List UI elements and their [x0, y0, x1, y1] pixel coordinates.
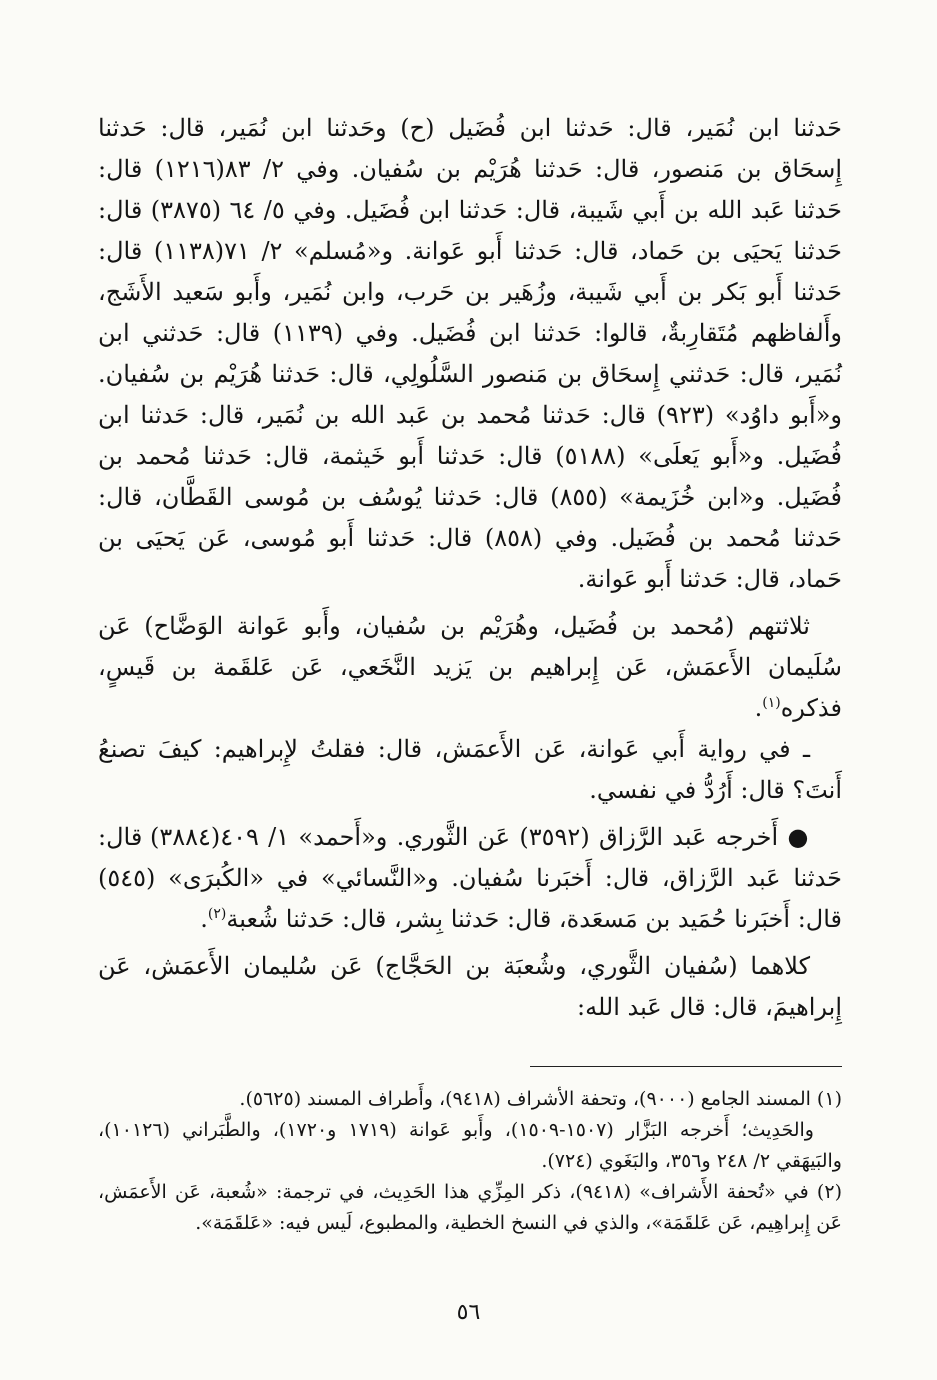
paragraph-2-tail: .	[754, 694, 763, 722]
footnote-divider	[530, 1066, 842, 1067]
paragraph-5	[98, 946, 842, 1028]
paragraph-4-text: ● أَخرجه عَبد الرَّزاق (٣٥٩٢) عَن الثَّوري. و«أَحمد» ١/ ٤٠٩(٣٨٨٤) قال: حَدثنا عَبد الرَّزاق، قال: أَخبَرنا سُفيان. و«النَّسائي» في «الكُبرَى» (٥٤٥) قال: أَخبَرنا حُمَيد بن مَسعَدة، قال: حَدثنا بِشر، قال: حَدثنا شُعبة	[98, 823, 842, 933]
footnote-1: (١) المسند الجامع (٩٠٠٠)، وتحفة الأشراف (٩٤١٨)، وأَطراف المسند (٥٦٢٥).	[239, 1088, 842, 1110]
footnote-1-continued: والحَدِيث؛ أَخرجه البَزَّار (١٥٠٧-١٥٠٩)، وأَبو عَوانة (١٧١٩ و١٧٢٠)، والطَّبَراني (١٠١٢٦)، والبَيهَقي ٢/ ٢٤٨ و٣٥٦، والبَغَوي (٧٢٤).	[98, 1119, 842, 1172]
footnote-ref-1[interactable]: (١)	[762, 695, 781, 711]
paragraph-3	[98, 729, 842, 811]
paragraph-4-tail: .	[200, 905, 208, 933]
paragraph-2-text: ثلاثتهم (مُحمد بن فُضَيل، وهُرَيْم بن سُفيان، وأَبو عَوانة الوَضَّاح) عَن سُلَيمان الأَعمَش، عَن إِبراهيم بن يَزيد النَّخَعي، عَن عَلقَمة بن قَيسٍ، فذكره	[98, 612, 842, 722]
main-text	[98, 108, 842, 1028]
paragraph-1	[98, 108, 842, 600]
footnote-2: (٢) في «تُحفة الأَشراف» (٩٤١٨)، ذكر المِزِّي هذا الحَدِيث، في ترجمة: «شُعبة، عَن الأَعمَش، عَن إِبراهِيم، عَن عَلقَمَة»، والذي في النسخ الخطية، والمطبوع، لَيس فيه: «عَلقَمَة».	[98, 1181, 842, 1234]
paragraph-3-text: ـ في رواية أَبي عَوانة، عَن الأَعمَش، قال: فقلتُ لإِبراهيم: كيفَ تصنعُ أَنتَ؟ قال: أَرُدُّ في نفسي.	[98, 735, 842, 804]
footnote-ref-2[interactable]: (٢)	[207, 906, 227, 922]
paragraph-4	[98, 817, 842, 940]
page-number: ٥٦	[456, 1300, 481, 1325]
paragraph-2	[98, 606, 842, 729]
paragraph-1-text: حَدثنا ابن نُمَير، قال: حَدثنا ابن فُضَيل (ح) وحَدثنا ابن نُمَير، قال: حَدثنا إِسحَاق بن مَنصور، قال: حَدثنا هُرَيْم بن سُفيان. وفي ٢/ ٨٣(١٢١٦) قال: حَدثنا عَبد الله بن أَبي شَيبة، قال: حَدثنا ابن فُضَيل. وفي ٥/ ٦٤ (٣٨٧٥) قال: حَدثنا يَحيَى بن حَماد، قال: حَدثنا أَبو عَوانة. و«مُسلم» ٢/ ٧١(١١٣٨) قال: حَدثنا أَبو بَكر بن أَبي شَيبة، وزُهَير بن حَرب، وابن نُمَير، وأَبو سَعيد الأَشَج، وأَلفاظهم مُتَقارِبةٌ، قالوا: حَدثنا ابن فُضَيل. وفي (١١٣٩) قال: حَدثني ابن نُمَير، قال: حَدثني إِسحَاق بن مَنصور السَّلُولِي، قال: حَدثنا هُرَيْم بن سُفيان. و«أَبو داوُد» (٩٢٣) قال: حَدثنا مُحمد بن عَبد الله بن نُمَير، قال: حَدثنا ابن فُضَيل. و«أَبو يَعلَى» (٥١٨٨) قال: حَدثنا أَبو خَيثمة، قال: حَدثنا مُحمد بن فُضَيل. و«ابن خُزَيمة» (٨٥٥) قال: حَدثنا يُوسُف بن مُوسى القَطَّان، قال: حَدثنا مُحمد بن فُضَيل. وفي (٨٥٨) قال: حَدثنا أَبو مُوسى، عَن يَحيَى بن حَماد، قال: حَدثنا أَبو عَوانة.	[98, 114, 843, 593]
paragraph-5-text: كلاهما (سُفيان الثَّوري، وشُعبَة بن الحَجَّاج) عَن سُليمان الأَعمَش، عَن إِبراهيمَ، قال: قال عَبد الله:	[98, 952, 842, 1021]
footnotes	[98, 1084, 842, 1239]
